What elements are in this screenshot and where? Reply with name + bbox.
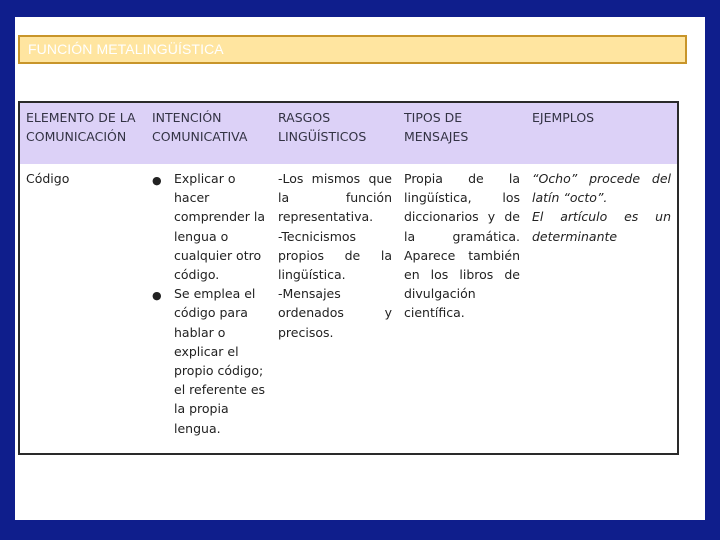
cell-intencion bbox=[146, 164, 272, 454]
header-tipos: TIPOS DE MENSAJES bbox=[398, 102, 526, 164]
list-item bbox=[152, 284, 266, 438]
rasgos-line-1: -Los mismos que la función representativa. bbox=[278, 171, 392, 225]
header-ejemplos: EJEMPLOS bbox=[526, 102, 678, 164]
rasgos-line-2: -Tecnicismos propios de la lingüística. bbox=[278, 228, 392, 283]
function-table bbox=[18, 101, 679, 455]
intencion-item-2: Se emplea el código para hablar o explicar el propio código; el referente es la propia lengua. bbox=[174, 286, 266, 436]
cell-ejemplos bbox=[526, 164, 678, 454]
list-item bbox=[152, 169, 266, 284]
cell-rasgos bbox=[272, 164, 398, 454]
table-header-row bbox=[19, 102, 678, 164]
rasgos-line-3: -Mensajes ordenados y precisos. bbox=[278, 286, 392, 340]
header-intencion: INTENCIÓN COMUNICATIVA bbox=[146, 102, 272, 164]
intencion-list bbox=[152, 169, 266, 438]
ejemplo-1: “Ocho” procede del latín “octo”. bbox=[532, 171, 671, 206]
cell-tipos: Propia de la lingüística, los diccionarios y de la gramática. Aparece también en los libros de divulgación científica. bbox=[398, 164, 526, 454]
cell-elemento: Código bbox=[19, 164, 146, 454]
bullet-dot-icon: ● bbox=[152, 174, 162, 187]
table-row bbox=[19, 164, 678, 454]
ejemplo-2: El artículo es un determinante bbox=[532, 209, 671, 244]
header-rasgos: RASGOS LINGÜÍSTICOS bbox=[272, 102, 398, 164]
header-elemento: ELEMENTO DE LA COMUNICACIÓN bbox=[19, 102, 146, 164]
bullet-dot-icon: ● bbox=[152, 289, 162, 303]
intencion-item-1: Explicar o hacer comprender la lengua o cualquier otro código. bbox=[174, 171, 265, 283]
slide-title: FUNCIÓN METALINGÜÍSTICA bbox=[18, 35, 687, 64]
